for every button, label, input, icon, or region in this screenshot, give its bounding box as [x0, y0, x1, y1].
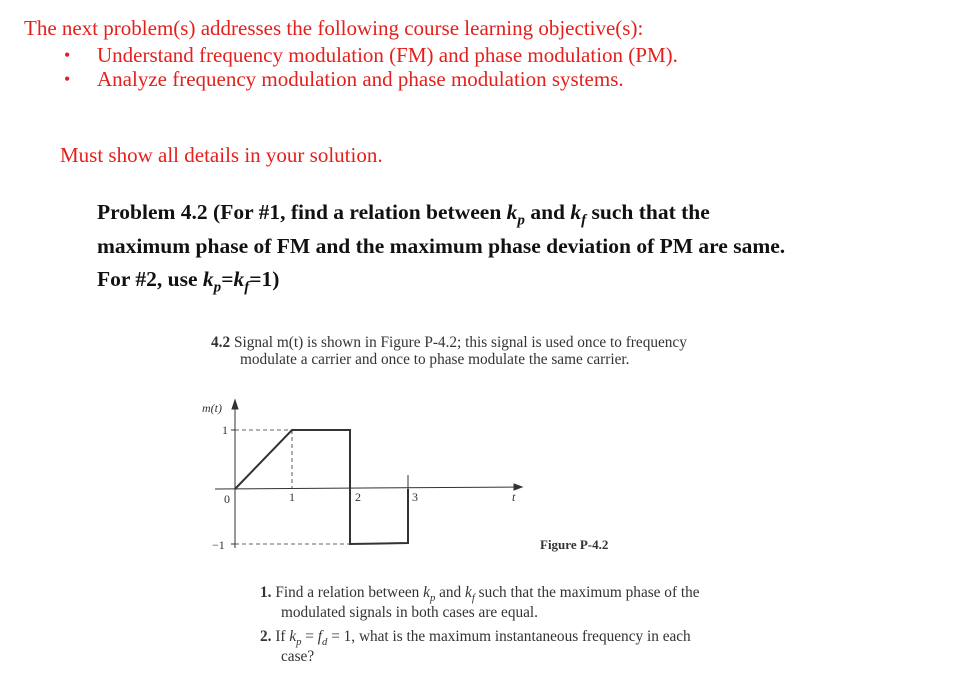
- bullet-icon: •: [64, 69, 71, 89]
- question-2-line-2: case?: [281, 648, 315, 665]
- x-tick: 2: [355, 490, 361, 504]
- m-axis-arrow: [232, 400, 238, 409]
- question-2-line-1: 2. If $k_p = f_d = 1$, what is the maximum instantaneous frequency in each: [260, 628, 691, 649]
- question-1-line-2: modulated signals in both cases are equal.: [281, 604, 538, 621]
- x-tick: 3: [412, 490, 418, 504]
- objectives-intro: The next problem(s) addresses the following course learning objective(s):: [24, 16, 644, 40]
- textbook-problem-line-2: modulate a carrier and once to phase modulate the same carrier.: [240, 351, 630, 368]
- figure-caption: Figure P-4.2: [540, 537, 609, 552]
- problem-line-2: maximum phase of FM and the maximum phase deviation of PM are same.: [97, 234, 786, 258]
- solution-note: Must show all details in your solution.: [60, 143, 383, 167]
- x-tick: 1: [289, 490, 295, 504]
- y-axis-label: m(t): [202, 401, 222, 415]
- question-1-line-1: 1. Find a relation between $k_p$ and $k_f$ such that the maximum phase of the: [260, 584, 700, 605]
- x-axis-label: t: [512, 490, 516, 504]
- t-axis: [215, 487, 522, 489]
- textbook-problem-line-1: 4.2 Signal m(t) is shown in Figure P-4.2; this signal is used once to frequency: [211, 334, 687, 351]
- signal-m-of-t: [235, 430, 408, 544]
- y-tick: −1: [212, 538, 225, 552]
- y-tick: 0: [224, 492, 230, 506]
- objective-item: Understand frequency modulation (FM) and phase modulation (PM).: [97, 43, 678, 67]
- y-tick: 1: [222, 423, 228, 437]
- problem-line-1: Problem 4.2 (For #1, find a relation between $k_p$ and $k_f$ such that the: [97, 200, 710, 229]
- bullet-icon: •: [64, 45, 71, 65]
- problem-line-3: For #2, use $k_p=k_f=1$): [97, 267, 280, 296]
- objective-item: Analyze frequency modulation and phase modulation systems.: [97, 67, 624, 91]
